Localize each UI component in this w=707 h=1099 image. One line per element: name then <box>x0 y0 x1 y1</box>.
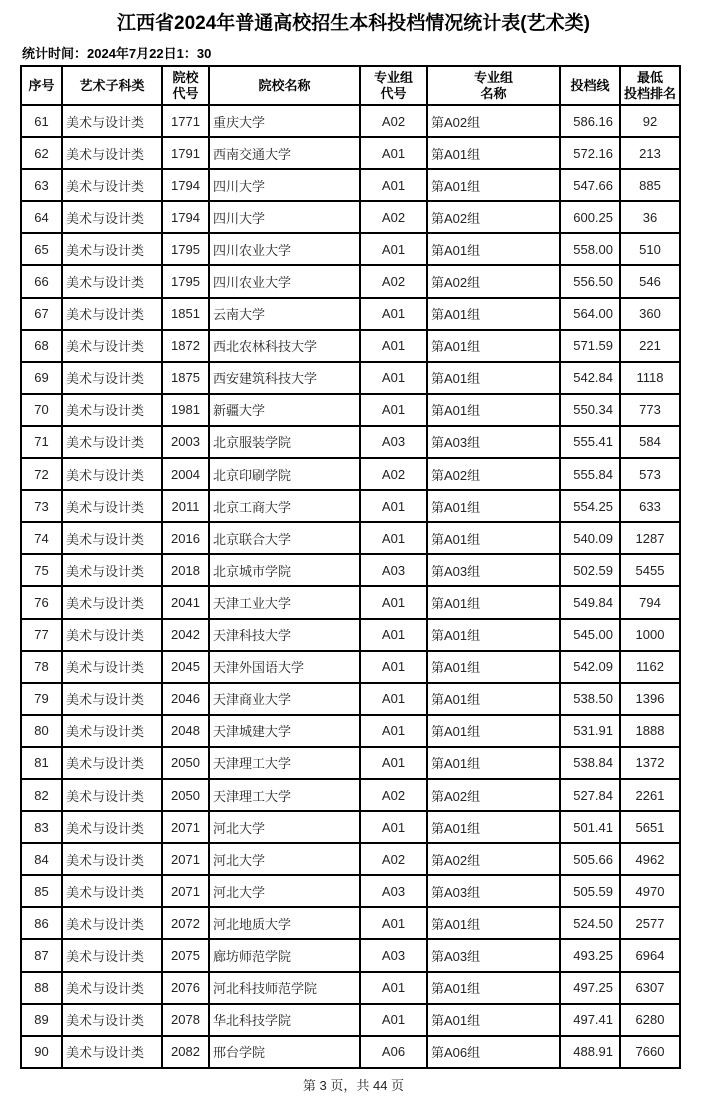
header-subcategory <box>62 66 162 105</box>
cell-group-code: A03 <box>360 875 427 907</box>
cell-school-code: 1795 <box>162 233 209 265</box>
cell-rank: 1287 <box>620 522 680 554</box>
cell-rank: 2261 <box>620 779 680 811</box>
table-row <box>21 105 680 137</box>
cell-rank: 573 <box>620 458 680 490</box>
cell-group-code: A01 <box>360 586 427 618</box>
table-row <box>21 715 680 747</box>
cell-group-code: A03 <box>360 554 427 586</box>
cell-seq: 81 <box>21 747 62 779</box>
table-row <box>21 972 680 1004</box>
cell-subcategory: 美术与设计类 <box>62 843 162 875</box>
cell-group-code: A01 <box>360 330 427 362</box>
cell-seq: 67 <box>21 298 62 330</box>
table-row <box>21 490 680 522</box>
cell-seq: 65 <box>21 233 62 265</box>
table-row <box>21 458 680 490</box>
header-label: 投档线 <box>570 77 610 93</box>
table-row <box>21 586 680 618</box>
cell-seq: 72 <box>21 458 62 490</box>
cell-seq: 61 <box>21 105 62 137</box>
table-row <box>21 651 680 683</box>
cell-group-code: A01 <box>360 747 427 779</box>
cell-seq: 73 <box>21 490 62 522</box>
stat-time: 统计时间：2024年7月22日1：30 <box>22 46 212 61</box>
cell-score: 586.16 <box>560 105 620 137</box>
cell-subcategory: 美术与设计类 <box>62 362 162 394</box>
cell-school-name: 四川大学 <box>209 201 360 233</box>
cell-school-name: 廊坊师范学院 <box>209 939 360 971</box>
cell-score: 527.84 <box>560 779 620 811</box>
cell-subcategory: 美术与设计类 <box>62 330 162 362</box>
table-row <box>21 939 680 971</box>
cell-score: 502.59 <box>560 554 620 586</box>
cell-school-code: 2042 <box>162 619 209 651</box>
cell-group-name: 第A02组 <box>427 105 560 137</box>
cell-subcategory: 美术与设计类 <box>62 779 162 811</box>
cell-seq: 85 <box>21 875 62 907</box>
cell-rank: 5651 <box>620 811 680 843</box>
cell-school-name: 河北科技师范学院 <box>209 972 360 1004</box>
cell-school-name: 河北大学 <box>209 811 360 843</box>
cell-school-code: 2071 <box>162 811 209 843</box>
cell-score: 538.84 <box>560 747 620 779</box>
cell-school-name: 重庆大学 <box>209 105 360 137</box>
cell-school-name: 北京联合大学 <box>209 522 360 554</box>
cell-score: 542.84 <box>560 362 620 394</box>
cell-group-name: 第A01组 <box>427 811 560 843</box>
header-label: 院校名称 <box>258 77 311 93</box>
cell-group-name: 第A01组 <box>427 747 560 779</box>
cell-group-code: A01 <box>360 1004 427 1036</box>
cell-group-code: A02 <box>360 779 427 811</box>
cell-group-code: A03 <box>360 939 427 971</box>
cell-score: 547.66 <box>560 169 620 201</box>
table-row <box>21 843 680 875</box>
cell-group-name: 第A01组 <box>427 169 560 201</box>
cell-school-code: 2018 <box>162 554 209 586</box>
cell-school-name: 四川大学 <box>209 169 360 201</box>
cell-subcategory: 美术与设计类 <box>62 747 162 779</box>
cell-rank: 885 <box>620 169 680 201</box>
cell-score: 550.34 <box>560 394 620 426</box>
cell-school-code: 2072 <box>162 907 209 939</box>
cell-group-code: A03 <box>360 426 427 458</box>
cell-rank: 546 <box>620 265 680 297</box>
cell-rank: 6964 <box>620 939 680 971</box>
cell-school-name: 天津工业大学 <box>209 586 360 618</box>
cell-seq: 86 <box>21 907 62 939</box>
cell-school-name: 河北地质大学 <box>209 907 360 939</box>
cell-school-name: 华北科技学院 <box>209 1004 360 1036</box>
cell-subcategory: 美术与设计类 <box>62 811 162 843</box>
cell-score: 555.84 <box>560 458 620 490</box>
table-row <box>21 907 680 939</box>
cell-rank: 6307 <box>620 972 680 1004</box>
cell-school-code: 2048 <box>162 715 209 747</box>
cell-score: 524.50 <box>560 907 620 939</box>
cell-score: 540.09 <box>560 522 620 554</box>
cell-group-code: A01 <box>360 490 427 522</box>
cell-school-name: 邢台学院 <box>209 1036 360 1068</box>
cell-school-name: 西北农林科技大学 <box>209 330 360 362</box>
cell-group-code: A02 <box>360 843 427 875</box>
cell-group-code: A01 <box>360 683 427 715</box>
header-label: 院校 <box>172 69 199 85</box>
cell-group-name: 第A01组 <box>427 651 560 683</box>
cell-subcategory: 美术与设计类 <box>62 939 162 971</box>
cell-seq: 89 <box>21 1004 62 1036</box>
cell-seq: 70 <box>21 394 62 426</box>
cell-seq: 80 <box>21 715 62 747</box>
cell-school-code: 1794 <box>162 169 209 201</box>
cell-seq: 71 <box>21 426 62 458</box>
cell-school-code: 1791 <box>162 137 209 169</box>
cell-group-name: 第A02组 <box>427 458 560 490</box>
cell-rank: 4962 <box>620 843 680 875</box>
cell-school-name: 云南大学 <box>209 298 360 330</box>
cell-school-code: 2050 <box>162 779 209 811</box>
cell-subcategory: 美术与设计类 <box>62 458 162 490</box>
cell-school-name: 天津理工大学 <box>209 779 360 811</box>
table-row <box>21 554 680 586</box>
header-row <box>21 66 680 105</box>
cell-rank: 1888 <box>620 715 680 747</box>
cell-group-code: A01 <box>360 651 427 683</box>
cell-school-code: 2071 <box>162 843 209 875</box>
cell-score: 505.59 <box>560 875 620 907</box>
header-group-code <box>360 66 427 105</box>
cell-rank: 1396 <box>620 683 680 715</box>
cell-score: 488.91 <box>560 1036 620 1068</box>
cell-score: 554.25 <box>560 490 620 522</box>
cell-score: 572.16 <box>560 137 620 169</box>
cell-school-code: 2071 <box>162 875 209 907</box>
cell-group-name: 第A02组 <box>427 265 560 297</box>
table-row <box>21 1036 680 1068</box>
cell-rank: 4970 <box>620 875 680 907</box>
table-row <box>21 683 680 715</box>
table-row <box>21 811 680 843</box>
cell-seq: 83 <box>21 811 62 843</box>
cell-subcategory: 美术与设计类 <box>62 426 162 458</box>
cell-rank: 773 <box>620 394 680 426</box>
cell-group-code: A02 <box>360 201 427 233</box>
cell-school-code: 2003 <box>162 426 209 458</box>
cell-rank: 5455 <box>620 554 680 586</box>
admission-table <box>20 65 681 1069</box>
cell-rank: 360 <box>620 298 680 330</box>
cell-rank: 92 <box>620 105 680 137</box>
cell-group-name: 第A03组 <box>427 554 560 586</box>
cell-school-code: 2046 <box>162 683 209 715</box>
cell-score: 497.25 <box>560 972 620 1004</box>
cell-subcategory: 美术与设计类 <box>62 169 162 201</box>
cell-seq: 78 <box>21 651 62 683</box>
cell-score: 505.66 <box>560 843 620 875</box>
cell-rank: 633 <box>620 490 680 522</box>
cell-group-code: A01 <box>360 233 427 265</box>
cell-group-name: 第A01组 <box>427 233 560 265</box>
cell-seq: 69 <box>21 362 62 394</box>
cell-school-name: 河北大学 <box>209 843 360 875</box>
cell-school-name: 河北大学 <box>209 875 360 907</box>
cell-group-code: A01 <box>360 972 427 1004</box>
header-label: 代号 <box>172 85 199 101</box>
cell-school-name: 天津理工大学 <box>209 747 360 779</box>
header-label: 投档排名 <box>623 85 676 101</box>
cell-group-name: 第A02组 <box>427 779 560 811</box>
cell-group-name: 第A01组 <box>427 683 560 715</box>
cell-score: 571.59 <box>560 330 620 362</box>
cell-group-name: 第A06组 <box>427 1036 560 1068</box>
cell-school-name: 北京服装学院 <box>209 426 360 458</box>
cell-rank: 1000 <box>620 619 680 651</box>
cell-subcategory: 美术与设计类 <box>62 394 162 426</box>
cell-group-name: 第A01组 <box>427 586 560 618</box>
cell-subcategory: 美术与设计类 <box>62 233 162 265</box>
cell-score: 555.41 <box>560 426 620 458</box>
cell-school-code: 2050 <box>162 747 209 779</box>
cell-subcategory: 美术与设计类 <box>62 972 162 1004</box>
cell-school-name: 天津外国语大学 <box>209 651 360 683</box>
cell-seq: 88 <box>21 972 62 1004</box>
cell-seq: 68 <box>21 330 62 362</box>
cell-rank: 2577 <box>620 907 680 939</box>
cell-school-name: 北京工商大学 <box>209 490 360 522</box>
cell-rank: 584 <box>620 426 680 458</box>
header-seq <box>21 66 62 105</box>
table-row <box>21 1004 680 1036</box>
cell-subcategory: 美术与设计类 <box>62 715 162 747</box>
header-label: 代号 <box>380 85 407 101</box>
cell-rank: 794 <box>620 586 680 618</box>
cell-score: 538.50 <box>560 683 620 715</box>
cell-school-code: 2076 <box>162 972 209 1004</box>
header-label: 最低 <box>636 69 663 85</box>
cell-seq: 77 <box>21 619 62 651</box>
cell-subcategory: 美术与设计类 <box>62 1004 162 1036</box>
cell-seq: 64 <box>21 201 62 233</box>
cell-subcategory: 美术与设计类 <box>62 265 162 297</box>
cell-group-code: A01 <box>360 362 427 394</box>
cell-group-name: 第A01组 <box>427 619 560 651</box>
cell-score: 542.09 <box>560 651 620 683</box>
cell-score: 558.00 <box>560 233 620 265</box>
cell-group-code: A01 <box>360 137 427 169</box>
table-row <box>21 426 680 458</box>
cell-school-code: 2075 <box>162 939 209 971</box>
cell-score: 549.84 <box>560 586 620 618</box>
cell-group-name: 第A03组 <box>427 939 560 971</box>
cell-seq: 66 <box>21 265 62 297</box>
cell-group-code: A01 <box>360 394 427 426</box>
cell-group-name: 第A01组 <box>427 522 560 554</box>
cell-group-name: 第A01组 <box>427 394 560 426</box>
table-row <box>21 137 680 169</box>
cell-school-code: 1771 <box>162 105 209 137</box>
cell-school-name: 天津城建大学 <box>209 715 360 747</box>
cell-seq: 62 <box>21 137 62 169</box>
cell-rank: 1162 <box>620 651 680 683</box>
cell-subcategory: 美术与设计类 <box>62 137 162 169</box>
cell-school-name: 新疆大学 <box>209 394 360 426</box>
cell-score: 497.41 <box>560 1004 620 1036</box>
cell-score: 545.00 <box>560 619 620 651</box>
cell-score: 600.25 <box>560 201 620 233</box>
header-label: 专业组 <box>473 69 513 85</box>
cell-group-code: A02 <box>360 458 427 490</box>
table-row <box>21 522 680 554</box>
cell-group-code: A02 <box>360 265 427 297</box>
cell-school-code: 1794 <box>162 201 209 233</box>
table-row <box>21 298 680 330</box>
cell-subcategory: 美术与设计类 <box>62 554 162 586</box>
cell-seq: 84 <box>21 843 62 875</box>
cell-school-code: 2078 <box>162 1004 209 1036</box>
cell-rank: 1372 <box>620 747 680 779</box>
cell-school-code: 1875 <box>162 362 209 394</box>
cell-subcategory: 美术与设计类 <box>62 875 162 907</box>
cell-school-code: 2045 <box>162 651 209 683</box>
cell-seq: 74 <box>21 522 62 554</box>
header-score <box>560 66 620 105</box>
cell-school-code: 1981 <box>162 394 209 426</box>
table-row <box>21 201 680 233</box>
cell-seq: 75 <box>21 554 62 586</box>
cell-group-name: 第A02组 <box>427 843 560 875</box>
table-row <box>21 362 680 394</box>
cell-school-name: 西安建筑科技大学 <box>209 362 360 394</box>
table-row <box>21 330 680 362</box>
cell-school-name: 天津商业大学 <box>209 683 360 715</box>
cell-group-name: 第A01组 <box>427 1004 560 1036</box>
cell-subcategory: 美术与设计类 <box>62 522 162 554</box>
cell-seq: 79 <box>21 683 62 715</box>
cell-group-code: A01 <box>360 907 427 939</box>
cell-subcategory: 美术与设计类 <box>62 1036 162 1068</box>
cell-rank: 510 <box>620 233 680 265</box>
table-row <box>21 233 680 265</box>
cell-seq: 76 <box>21 586 62 618</box>
cell-subcategory: 美术与设计类 <box>62 105 162 137</box>
cell-subcategory: 美术与设计类 <box>62 619 162 651</box>
cell-group-code: A01 <box>360 522 427 554</box>
cell-group-name: 第A01组 <box>427 137 560 169</box>
cell-score: 493.25 <box>560 939 620 971</box>
cell-subcategory: 美术与设计类 <box>62 651 162 683</box>
cell-rank: 213 <box>620 137 680 169</box>
cell-seq: 90 <box>21 1036 62 1068</box>
cell-group-name: 第A01组 <box>427 907 560 939</box>
cell-group-code: A01 <box>360 619 427 651</box>
cell-school-name: 四川农业大学 <box>209 265 360 297</box>
header-label: 专业组 <box>373 69 413 85</box>
cell-group-name: 第A01组 <box>427 972 560 1004</box>
cell-subcategory: 美术与设计类 <box>62 490 162 522</box>
cell-score: 564.00 <box>560 298 620 330</box>
cell-school-code: 1851 <box>162 298 209 330</box>
cell-group-name: 第A01组 <box>427 715 560 747</box>
table-row <box>21 875 680 907</box>
cell-group-code: A02 <box>360 105 427 137</box>
cell-group-name: 第A01组 <box>427 490 560 522</box>
table-row <box>21 394 680 426</box>
cell-rank: 1118 <box>620 362 680 394</box>
cell-school-code: 2082 <box>162 1036 209 1068</box>
cell-school-name: 四川农业大学 <box>209 233 360 265</box>
cell-school-name: 天津科技大学 <box>209 619 360 651</box>
header-rank <box>620 66 680 105</box>
cell-group-name: 第A01组 <box>427 298 560 330</box>
cell-subcategory: 美术与设计类 <box>62 683 162 715</box>
table-row <box>21 619 680 651</box>
cell-rank: 36 <box>620 201 680 233</box>
cell-school-code: 1795 <box>162 265 209 297</box>
table-row <box>21 265 680 297</box>
header-group-name <box>427 66 560 105</box>
cell-score: 501.41 <box>560 811 620 843</box>
table-row <box>21 779 680 811</box>
cell-rank: 221 <box>620 330 680 362</box>
cell-subcategory: 美术与设计类 <box>62 586 162 618</box>
header-school-code <box>162 66 209 105</box>
cell-group-code: A01 <box>360 811 427 843</box>
cell-school-code: 2016 <box>162 522 209 554</box>
cell-group-code: A01 <box>360 715 427 747</box>
header-label: 艺术子科类 <box>79 77 145 93</box>
cell-group-name: 第A03组 <box>427 875 560 907</box>
cell-school-name: 西南交通大学 <box>209 137 360 169</box>
cell-rank: 7660 <box>620 1036 680 1068</box>
cell-group-code: A01 <box>360 298 427 330</box>
cell-rank: 6280 <box>620 1004 680 1036</box>
cell-score: 531.91 <box>560 715 620 747</box>
cell-school-name: 北京印刷学院 <box>209 458 360 490</box>
cell-subcategory: 美术与设计类 <box>62 298 162 330</box>
header-label: 序号 <box>28 77 55 93</box>
table-row <box>21 169 680 201</box>
header-school-name <box>209 66 360 105</box>
cell-subcategory: 美术与设计类 <box>62 201 162 233</box>
cell-group-name: 第A01组 <box>427 330 560 362</box>
page-footer: 第 3 页，共 44 页 <box>302 1078 405 1093</box>
cell-seq: 63 <box>21 169 62 201</box>
cell-group-code: A01 <box>360 169 427 201</box>
table-row <box>21 747 680 779</box>
cell-school-code: 2004 <box>162 458 209 490</box>
cell-seq: 87 <box>21 939 62 971</box>
header-label: 名称 <box>480 85 507 101</box>
cell-school-name: 北京城市学院 <box>209 554 360 586</box>
cell-school-code: 2041 <box>162 586 209 618</box>
cell-group-code: A06 <box>360 1036 427 1068</box>
cell-seq: 82 <box>21 779 62 811</box>
document-title: 江西省2024年普通高校招生本科投档情况统计表(艺术类) <box>117 13 590 34</box>
cell-subcategory: 美术与设计类 <box>62 907 162 939</box>
cell-school-code: 1872 <box>162 330 209 362</box>
cell-school-code: 2011 <box>162 490 209 522</box>
cell-group-name: 第A01组 <box>427 362 560 394</box>
cell-group-name: 第A03组 <box>427 426 560 458</box>
cell-score: 556.50 <box>560 265 620 297</box>
cell-group-name: 第A02组 <box>427 201 560 233</box>
